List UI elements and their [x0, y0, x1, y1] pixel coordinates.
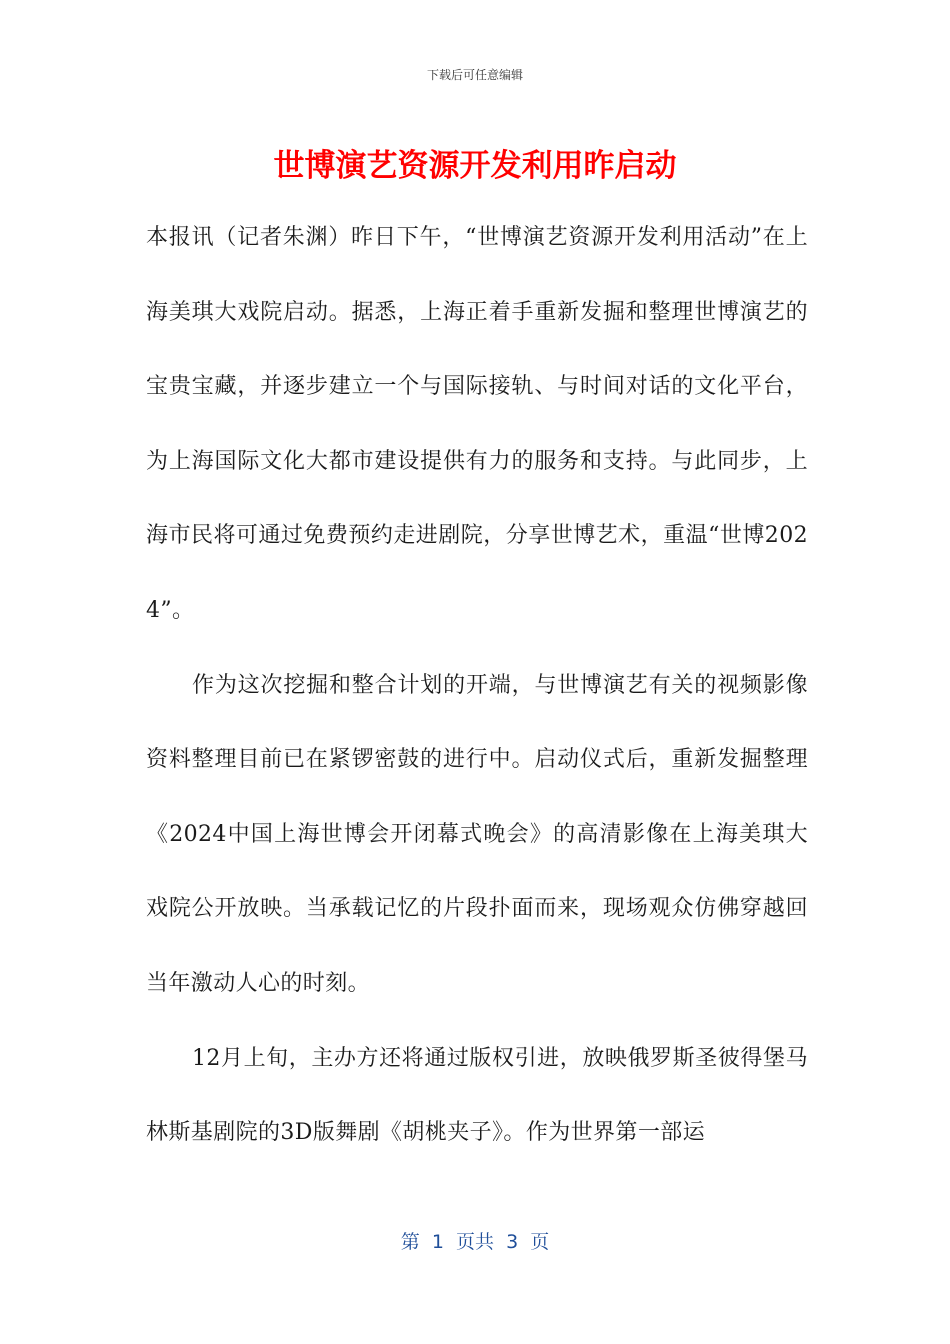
page-number-footer: 第 1 页共 3 页 — [400, 1231, 550, 1253]
document-title: 世博演艺资源开发利用昨启动 — [273, 148, 677, 184]
paragraph-1: 本报讯（记者朱渊）昨日下午，“世博演艺资源开发利用活动”在上海美琪大戏院启动。据悉，上海正着手重新发掘和整理世博演艺的宝贵宝藏，并逐步建立一个与国际接轨、与时间对话的文化平台，为上海国际文化大都市建设提供有力的服务和支持。与此同步，上海市民将可通过免费预约走进剧院，分享世博艺术，重温“世博2024”。 — [146, 225, 808, 623]
page-header-note: 下载后可任意编辑 — [426, 68, 523, 82]
paragraph-3: 12月上旬，主办方还将通过版权引进，放映俄罗斯圣彼得堡马林斯基剧院的3D版舞剧《胡桃夹子》。作为世界第一部运 — [146, 1045, 808, 1146]
paragraph-2: 作为这次挖掘和整合计划的开端，与世博演艺有关的视频影像资料整理目前已在紧锣密鼓的进行中。启动仪式后，重新发掘整理《2024中国上海世博会开闭幕式晚会》的高清影像在上海美琪大戏院公开放映。当承载记忆的片段扑面而来，现场观众仿佛穿越回当年激动人心的时刻。 — [146, 672, 808, 996]
article-body — [146, 201, 808, 1171]
